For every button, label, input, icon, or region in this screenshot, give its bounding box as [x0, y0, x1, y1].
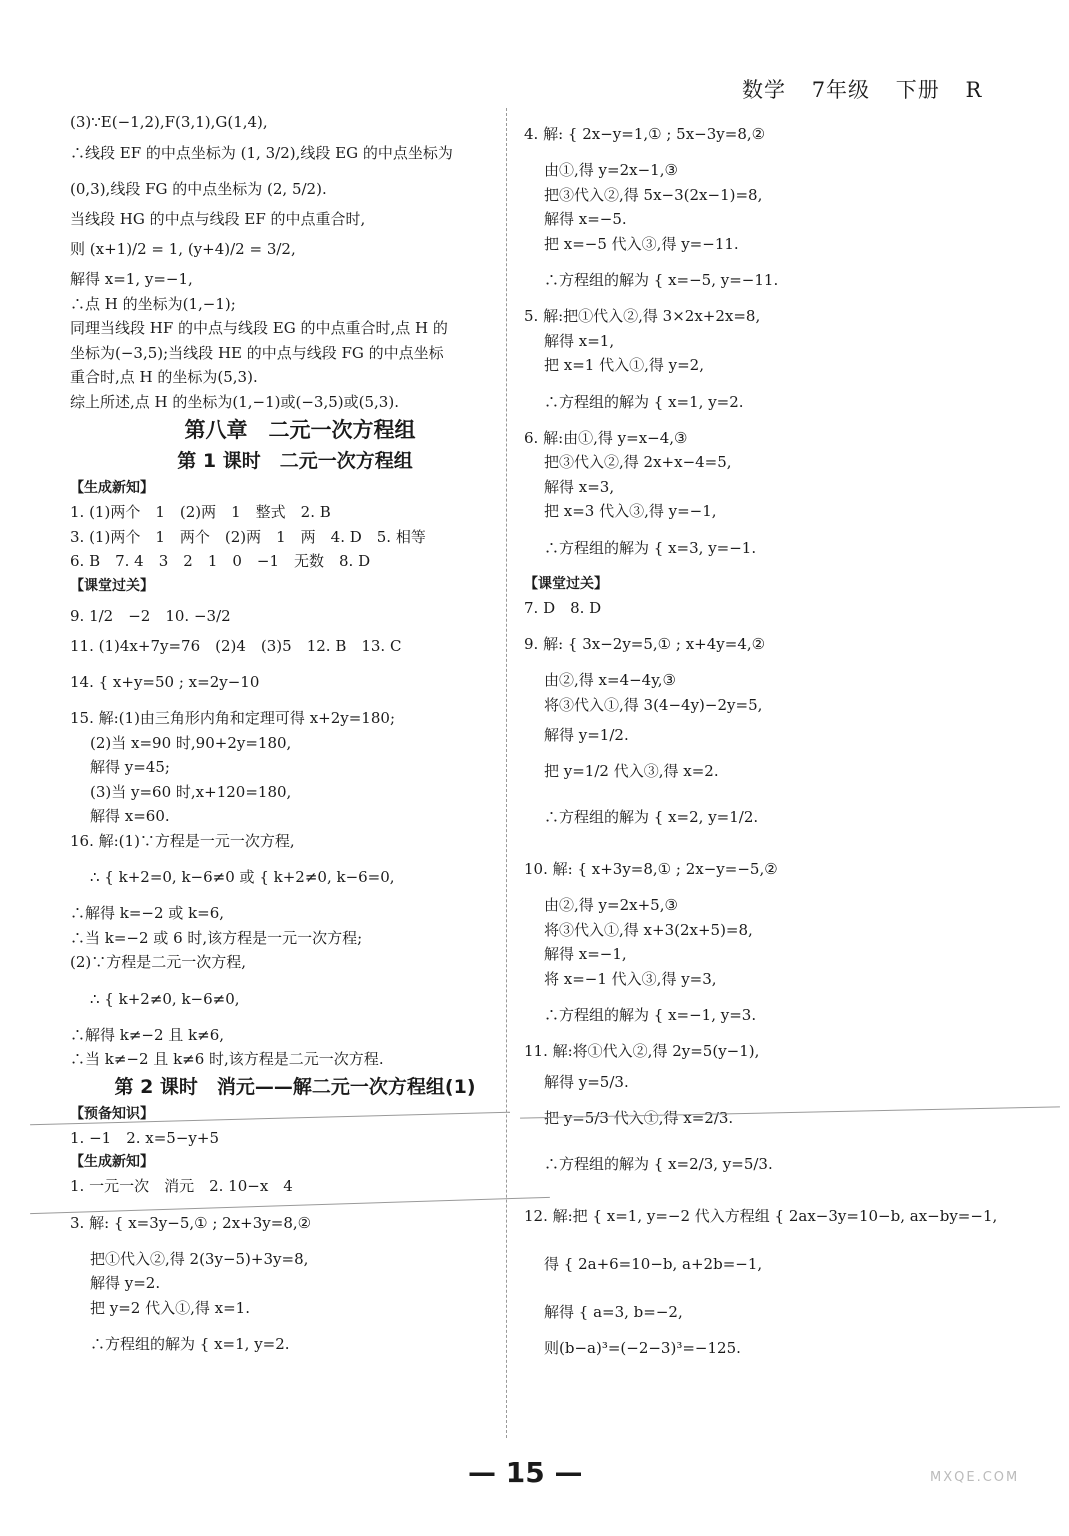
right-lines-item: 由②,得 x=4−4y,③	[544, 671, 676, 689]
right-lines-item: 11. 解:将①代入②,得 2y=5(y−1),	[524, 1042, 760, 1060]
header-grade: 7年级	[811, 78, 871, 102]
watermark: MXQE.COM	[930, 1470, 1020, 1485]
column-divider	[506, 108, 507, 1438]
left-lines-item: 3. 解: { x=3y−5,① ; 2x+3y=8,②	[70, 1213, 312, 1232]
left-lines-item: 3. (1)两个 1 两个 (2)两 1 两 4. D 5. 相等	[70, 527, 426, 546]
left-lines-item: 第 2 课时 消元——解二元一次方程组(1)	[114, 1075, 476, 1098]
right-lines-item: 由②,得 y=2x+5,③	[544, 896, 678, 914]
left-lines-item: (2)∵方程是二元一次方程,	[70, 953, 247, 971]
left-lines-item: 解得 x=1, y=−1,	[70, 270, 193, 288]
right-lines-item: 【课堂过关】	[524, 575, 608, 592]
left-lines-item: 【生成新知】	[70, 480, 154, 496]
left-lines-item: (0,3),线段 FG 的中点坐标为 (2, 5/2).	[70, 179, 327, 198]
left-lines-item: 1. 一元一次 消元 2. 10−x 4	[70, 1177, 293, 1195]
right-lines-item: 将③代入①,得 3(4−4y)−2y=5,	[544, 695, 763, 714]
left-lines-item: 解得 x=60.	[90, 807, 170, 825]
left-column	[70, 110, 500, 1368]
left-lines-item: 同理当线段 HF 的中点与线段 EG 的中点重合时,点 H 的	[70, 319, 448, 337]
right-lines-item: 把 y=1/2 代入③,得 x=2.	[544, 762, 719, 780]
left-lines-item: 重合时,点 H 的坐标为(5,3).	[70, 368, 258, 386]
right-lines-item: ∴方程组的解为 { x=3, y=−1.	[544, 538, 757, 557]
right-lines-item: 9. 解: { 3x−2y=5,① ; x+4y=4,②	[524, 635, 766, 653]
header-edition: R	[965, 78, 983, 102]
right-lines-item: ∴方程组的解为 { x=2, y=1/2.	[544, 808, 759, 826]
page-number: — 15 —	[468, 1456, 583, 1489]
left-lines-item: 【课堂过关】	[70, 577, 154, 594]
right-lines-item: 解得 x=3,	[544, 477, 615, 496]
right-lines-item: 解得 { a=3, b=−2,	[544, 1302, 683, 1321]
right-lines-item: 4. 解: { 2x−y=1,① ; 5x−3y=8,②	[524, 125, 766, 143]
left-lines-item: 【预备知识】	[70, 1105, 154, 1122]
right-lines-item: 10. 解: { x+3y=8,① ; 2x−y=−5,②	[524, 860, 778, 878]
right-lines-item: 解得 y=5/3.	[544, 1072, 629, 1091]
right-column	[524, 110, 998, 1360]
left-lines-item: 解得 y=2.	[90, 1274, 161, 1292]
left-lines-item: 解得 y=45;	[90, 758, 170, 776]
left-lines-item: ∴解得 k≠−2 且 k≠6,	[70, 1025, 225, 1044]
left-lines-item: 把①代入②,得 2(3y−5)+3y=8,	[90, 1249, 309, 1268]
left-lines-item: (2)当 x=90 时,90+2y=180,	[90, 733, 292, 752]
right-lines-item: 将③代入①,得 x+3(2x+5)=8,	[544, 920, 753, 939]
left-lines-item: ∴线段 EF 的中点坐标为 (1, 3/2),线段 EG 的中点坐标为	[70, 143, 453, 162]
left-lines-item: ∴ { k+2=0, k−6≠0 或 { k+2≠0, k−6=0,	[90, 868, 395, 886]
right-lines-item: 把③代入②,得 2x+x−4=5,	[544, 453, 732, 471]
right-lines-item: 由①,得 y=2x−1,③	[544, 161, 678, 179]
left-lines-item: 16. 解:(1)∵方程是一元一次方程,	[70, 831, 295, 850]
left-lines-item: 11. (1)4x+7y=76 (2)4 (3)5 12. B 13. C	[70, 636, 402, 655]
right-lines-item: 把 x=1 代入①,得 y=2,	[544, 356, 704, 374]
left-lines-item: 1. (1)两个 1 (2)两 1 整式 2. B	[70, 503, 331, 521]
left-lines-item: (3)∵E(−1,2),F(3,1),G(1,4),	[70, 113, 268, 131]
right-lines-item: 5. 解:把①代入②,得 3×2x+2x=8,	[524, 307, 761, 325]
right-lines-item: 把 x=3 代入③,得 y=−1,	[544, 502, 717, 520]
left-lines-item: 综上所述,点 H 的坐标为(1,−1)或(−3,5)或(5,3).	[70, 392, 399, 411]
left-lines-item: 第 1 课时 二元一次方程组	[177, 450, 413, 472]
right-lines-item: 7. D 8. D	[524, 598, 602, 617]
right-lines-item: 把③代入②,得 5x−3(2x−1)=8,	[544, 185, 763, 204]
left-lines-item: ∴当 k≠−2 且 k≠6 时,该方程是二元一次方程.	[70, 1050, 384, 1068]
right-lines-item: 把 y=5/3 代入①,得 x=2/3.	[544, 1108, 734, 1127]
right-lines-item: 把 x=−5 代入③,得 y=−11.	[544, 234, 739, 253]
right-lines-item: 将 x=−1 代入③,得 y=3,	[544, 969, 717, 988]
right-lines-item: 12. 解:把 { x=1, y=−2 代入方程组 { 2ax−3y=10−b, ax−by=−1,	[524, 1206, 998, 1225]
left-lines-item: 坐标为(−3,5);当线段 HE 的中点与线段 FG 的中点坐标	[70, 343, 444, 362]
left-lines-item: 【生成新知】	[70, 1154, 154, 1170]
right-lines-item: 解得 x=−5.	[544, 210, 627, 228]
left-lines-item: 9. 1/2 −2 10. −3/2	[70, 606, 231, 625]
left-lines-item: 把 y=2 代入①,得 x=1.	[90, 1298, 250, 1317]
left-lines-item: 15. 解:(1)由三角形内角和定理可得 x+2y=180;	[70, 709, 395, 727]
left-lines-item: ∴方程组的解为 { x=1, y=2.	[90, 1335, 290, 1353]
left-lines-item: ∴点 H 的坐标为(1,−1);	[70, 294, 236, 313]
page-header	[742, 74, 1000, 104]
header-volume: 下册	[895, 78, 940, 102]
right-lines-item: 解得 y=1/2.	[544, 726, 629, 744]
right-lines-item: ∴方程组的解为 { x=−1, y=3.	[544, 1006, 757, 1024]
left-lines-item: 1. −1 2. x=5−y+5	[70, 1128, 219, 1147]
left-lines-item: 14. { x+y=50 ; x=2y−10	[70, 673, 260, 691]
right-lines-item: 解得 x=−1,	[544, 945, 627, 963]
right-lines-item: ∴方程组的解为 { x=2/3, y=5/3.	[544, 1154, 773, 1173]
left-lines-item: 第八章 二元一次方程组	[184, 418, 416, 442]
left-lines-item: 当线段 HG 的中点与线段 EF 的中点重合时,	[70, 209, 366, 228]
right-lines-item: 得 { 2a+6=10−b, a+2b=−1,	[544, 1254, 763, 1273]
left-lines-item: ∴当 k=−2 或 6 时,该方程是一元一次方程;	[70, 928, 363, 947]
header-subject: 数学	[742, 78, 786, 102]
left-lines-item: 6. B 7. 4 3 2 1 0 −1 无数 8. D	[70, 552, 371, 570]
right-lines-item: 6. 解:由①,得 y=x−4,③	[524, 428, 688, 447]
right-lines-item: 则(b−a)³=(−2−3)³=−125.	[544, 1338, 741, 1357]
left-lines-item: ∴解得 k=−2 或 k=6,	[70, 904, 225, 922]
left-lines-item: ∴ { k+2≠0, k−6≠0,	[90, 989, 240, 1008]
right-lines-item: ∴方程组的解为 { x=1, y=2.	[544, 392, 744, 411]
right-lines-item: 解得 x=1,	[544, 331, 615, 350]
right-lines-item: ∴方程组的解为 { x=−5, y=−11.	[544, 271, 779, 289]
left-lines-item: 则 (x+1)/2 = 1, (y+4)/2 = 3/2,	[70, 240, 296, 258]
left-lines-item: (3)当 y=60 时,x+120=180,	[90, 782, 292, 801]
